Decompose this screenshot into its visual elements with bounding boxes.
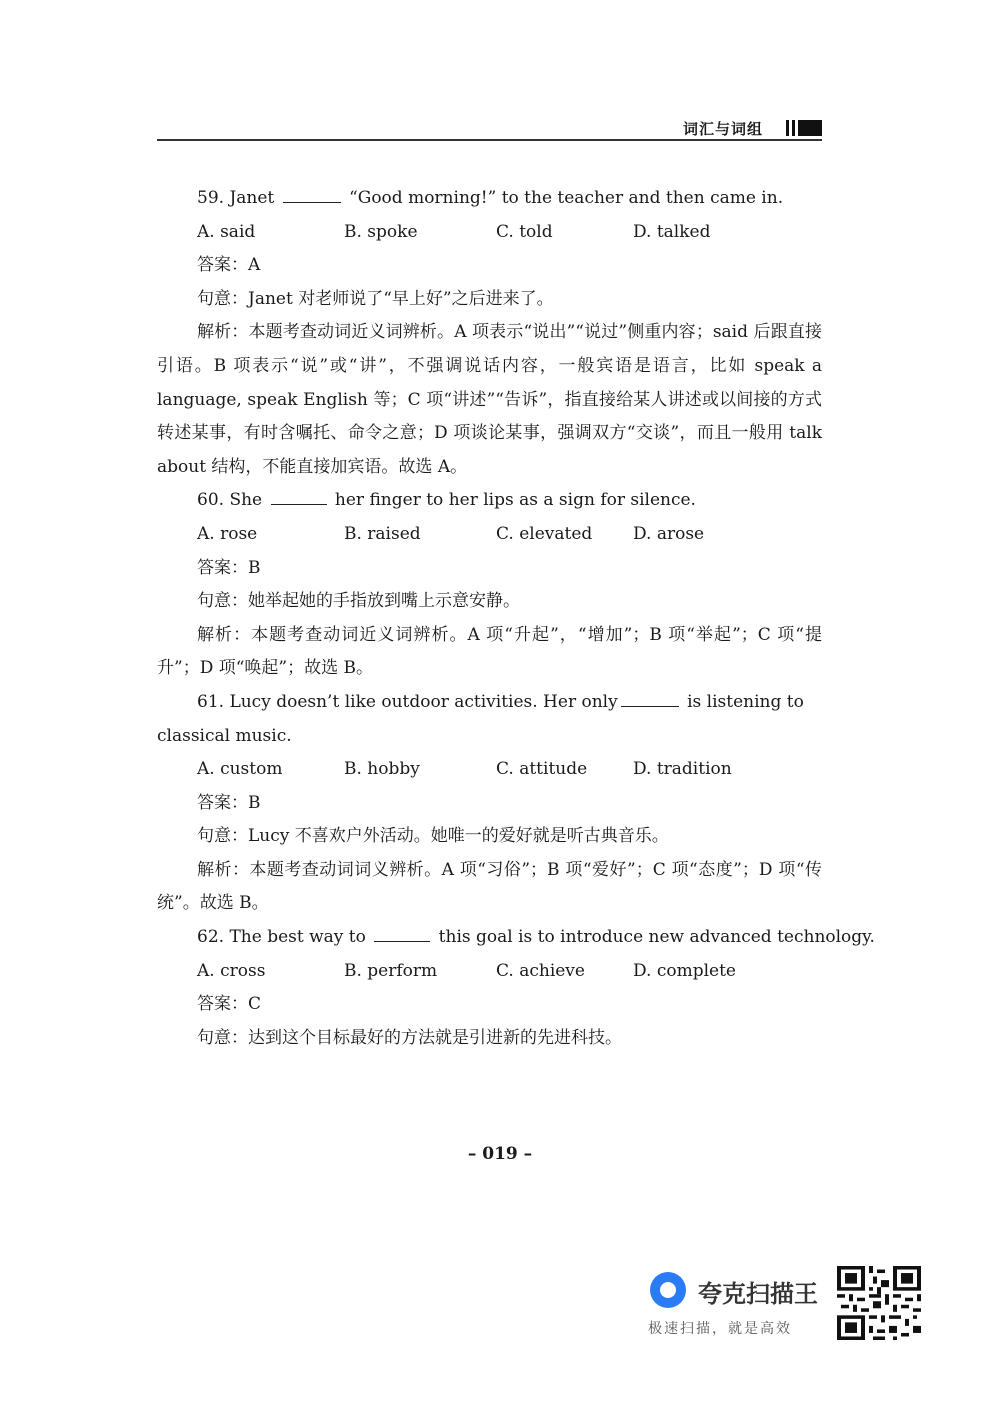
option-b: B. raised: [344, 523, 421, 544]
answer-62: 答案：C: [197, 994, 262, 1015]
answer-blank: [621, 688, 679, 707]
answer-blank: [283, 184, 341, 203]
watermark-slogan: 极速扫描，就是高效: [648, 1321, 792, 1337]
option-a: A. rose: [197, 523, 258, 544]
analysis-60: 解析：本题考查动词近义词辨析。A 项“升起”，“增加”；B 项“举起”；C 项“提升”；D 项“唤起”；故选 B。: [157, 624, 822, 679]
option-b: B. spoke: [344, 221, 418, 242]
meaning-60: 句意：她举起她的手指放到嘴上示意安静。: [197, 591, 520, 612]
meaning-59: 句意：Janet 对老师说了“早上好”之后进来了。: [197, 288, 554, 309]
answer-60: 答案：B: [197, 557, 261, 578]
options-59: [157, 216, 822, 250]
answer-blank: [374, 923, 430, 942]
question-61: 61. Lucy doesn’t like outdoor activities. Her only is listening to: [157, 686, 822, 720]
page-number: – 019 –: [467, 1144, 533, 1164]
option-c: C. told: [496, 221, 553, 242]
meaning-61: 句意：Lucy 不喜欢户外活动。她唯一的爱好就是听古典音乐。: [197, 826, 669, 847]
option-c: C. attitude: [496, 759, 588, 780]
page-content: [157, 182, 875, 1055]
option-a: A. custom: [197, 759, 283, 780]
options-61: [157, 753, 822, 787]
option-b: B. perform: [344, 960, 438, 981]
scanner-logo-icon: [650, 1272, 686, 1308]
answer-blank: [271, 486, 327, 505]
answer-59: 答案：A: [197, 255, 261, 276]
answer-61: 答案：B: [197, 792, 261, 813]
question-61-continuation: classical music.: [157, 725, 292, 746]
option-d: D. talked: [633, 221, 711, 242]
question-62: 62. The best way to this goal is to introduce new advanced technology.: [157, 921, 822, 955]
option-a: A. said: [197, 221, 256, 242]
options-60: [157, 518, 822, 552]
header-title: 词汇与词组: [683, 120, 764, 138]
question-59: 59. Janet “Good morning!” to the teacher and then came in.: [157, 182, 822, 216]
meaning-62: 句意：达到这个目标最好的方法就是引进新的先进科技。: [197, 1027, 622, 1048]
watermark-title: 夸克扫描王: [698, 1280, 818, 1308]
option-a: A. cross: [197, 960, 266, 981]
option-d: D. tradition: [633, 759, 732, 780]
analysis-59: 解析：本题考查动词近义词辨析。A 项表示“说出”“说过”侧重内容；said 后跟直接引语。B 项表示“说”或“讲”，不强调说话内容，一般宾语是语言，比如 speak a language, speak English 等；C 项“讲述”“告诉”，指直接给某人讲述或以间接的方式转述某事，有时含嘱托、命令之意；D 项谈论某事，强调双方“交谈”，而且一般用 talk about 结构，不能直接加宾语。故选 A。: [157, 322, 822, 477]
header-rule: [157, 139, 822, 141]
options-62: [157, 955, 822, 989]
analysis-61: 解析：本题考查动词词义辨析。A 项“习俗”；B 项“爱好”；C 项“态度”；D 项“传统”。故选 B。: [157, 859, 822, 914]
qr-code-icon: [837, 1266, 921, 1340]
option-d: D. complete: [633, 960, 736, 981]
option-d: D. arose: [633, 523, 705, 544]
option-b: B. hobby: [344, 759, 420, 780]
option-c: C. elevated: [496, 523, 593, 544]
question-60: 60. She her finger to her lips as a sign for silence.: [157, 484, 822, 518]
option-c: C. achieve: [496, 960, 585, 981]
